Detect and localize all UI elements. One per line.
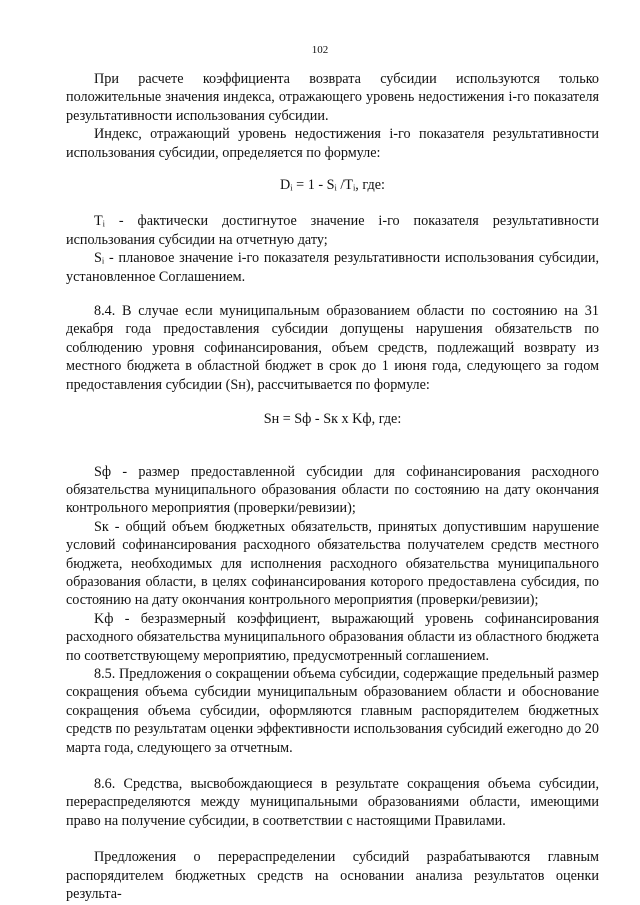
paragraph-kf-definition: Kф - безразмерный коэффициент, выражающий уровень софинансирования расходного обязательства муниципального образования области из областного бюджета по соответствующему мероприятию, предусмотренный соглашением. [66, 610, 599, 664]
page-number: 102 [311, 44, 329, 56]
paragraph-index-definition: Индекс, отражающий уровень недостижения i-го показателя результативности использования субсидии, определяется по формуле: [66, 126, 599, 161]
paragraph-si-definition: Sᵢ - плановое значение i-го показателя результативности использования субсидии, установленное Соглашением. [66, 250, 599, 285]
formula-return-amount: Sн = Sф - Sк x Kф, где: [263, 411, 402, 428]
document-body [66, 70, 599, 903]
formula-index: Dᵢ = 1 - Sᵢ /Tᵢ, где: [280, 177, 385, 194]
paragraph-positive-index-note: При расчете коэффициента возврата субсидии используются только положительные значения индекса, отражающего уровень недостижения i-го показателя результативности использования субсидии. [66, 71, 599, 124]
paragraph-8-5: 8.5. Предложения о сокращении объема субсидии, содержащие предельный размер сокращения объема субсидии муниципальным образованием области и обоснование сокращения объема субсидии, оформляются главным распорядителем бюджетных средств по результатам оценки эффективности использования субсидий ежегодно до 20 марта года, следующего за отчетным. [66, 665, 599, 756]
paragraph-ti-definition: Tᵢ - фактически достигнутое значение i-го показателя результативности использования субсидии на отчетную дату; [66, 213, 599, 248]
paragraph-sk-definition: Sк - общий объем бюджетных обязательств, принятых допустившим нарушение условий софинансирования расходного обязательства получателем средств местного бюджета, необходимых для исполнения расходного обязательства муниципального образования области, в целях софинансирования которого предоставлена субсидия, по состоянию на дату окончания контрольного мероприятия (проверки/ревизии); [66, 518, 599, 609]
paragraph-8-6: 8.6. Средства, высвобождающиеся в результате сокращения объема субсидии, перераспределяются между муниципальными образованиями области, имеющими право на получение субсидии, в соответствии с настоящими Правилами. [66, 776, 599, 829]
paragraph-redistribution-proposals: Предложения о перераспределении субсидий разрабатываются главным распорядителем бюджетных средств на основании анализа результатов оценки результа- [66, 849, 599, 903]
paragraph-8-4: 8.4. В случае если муниципальным образованием области по состоянию на 31 декабря года предоставления субсидии допущены нарушения обязательств по соблюдению уровня софинансирования, объем средств, подлежащий возврату из местного бюджета в областной бюджет в срок до 1 июня года, следующего за годом предоставления субсидии (Sн), рассчитывается по формуле: [66, 303, 599, 393]
paragraph-sf-definition: Sф - размер предоставленной субсидии для софинансирования расходного обязательства муниципального образования области по состоянию на дату окончания контрольного мероприятия (проверки/ревизии); [66, 463, 599, 517]
